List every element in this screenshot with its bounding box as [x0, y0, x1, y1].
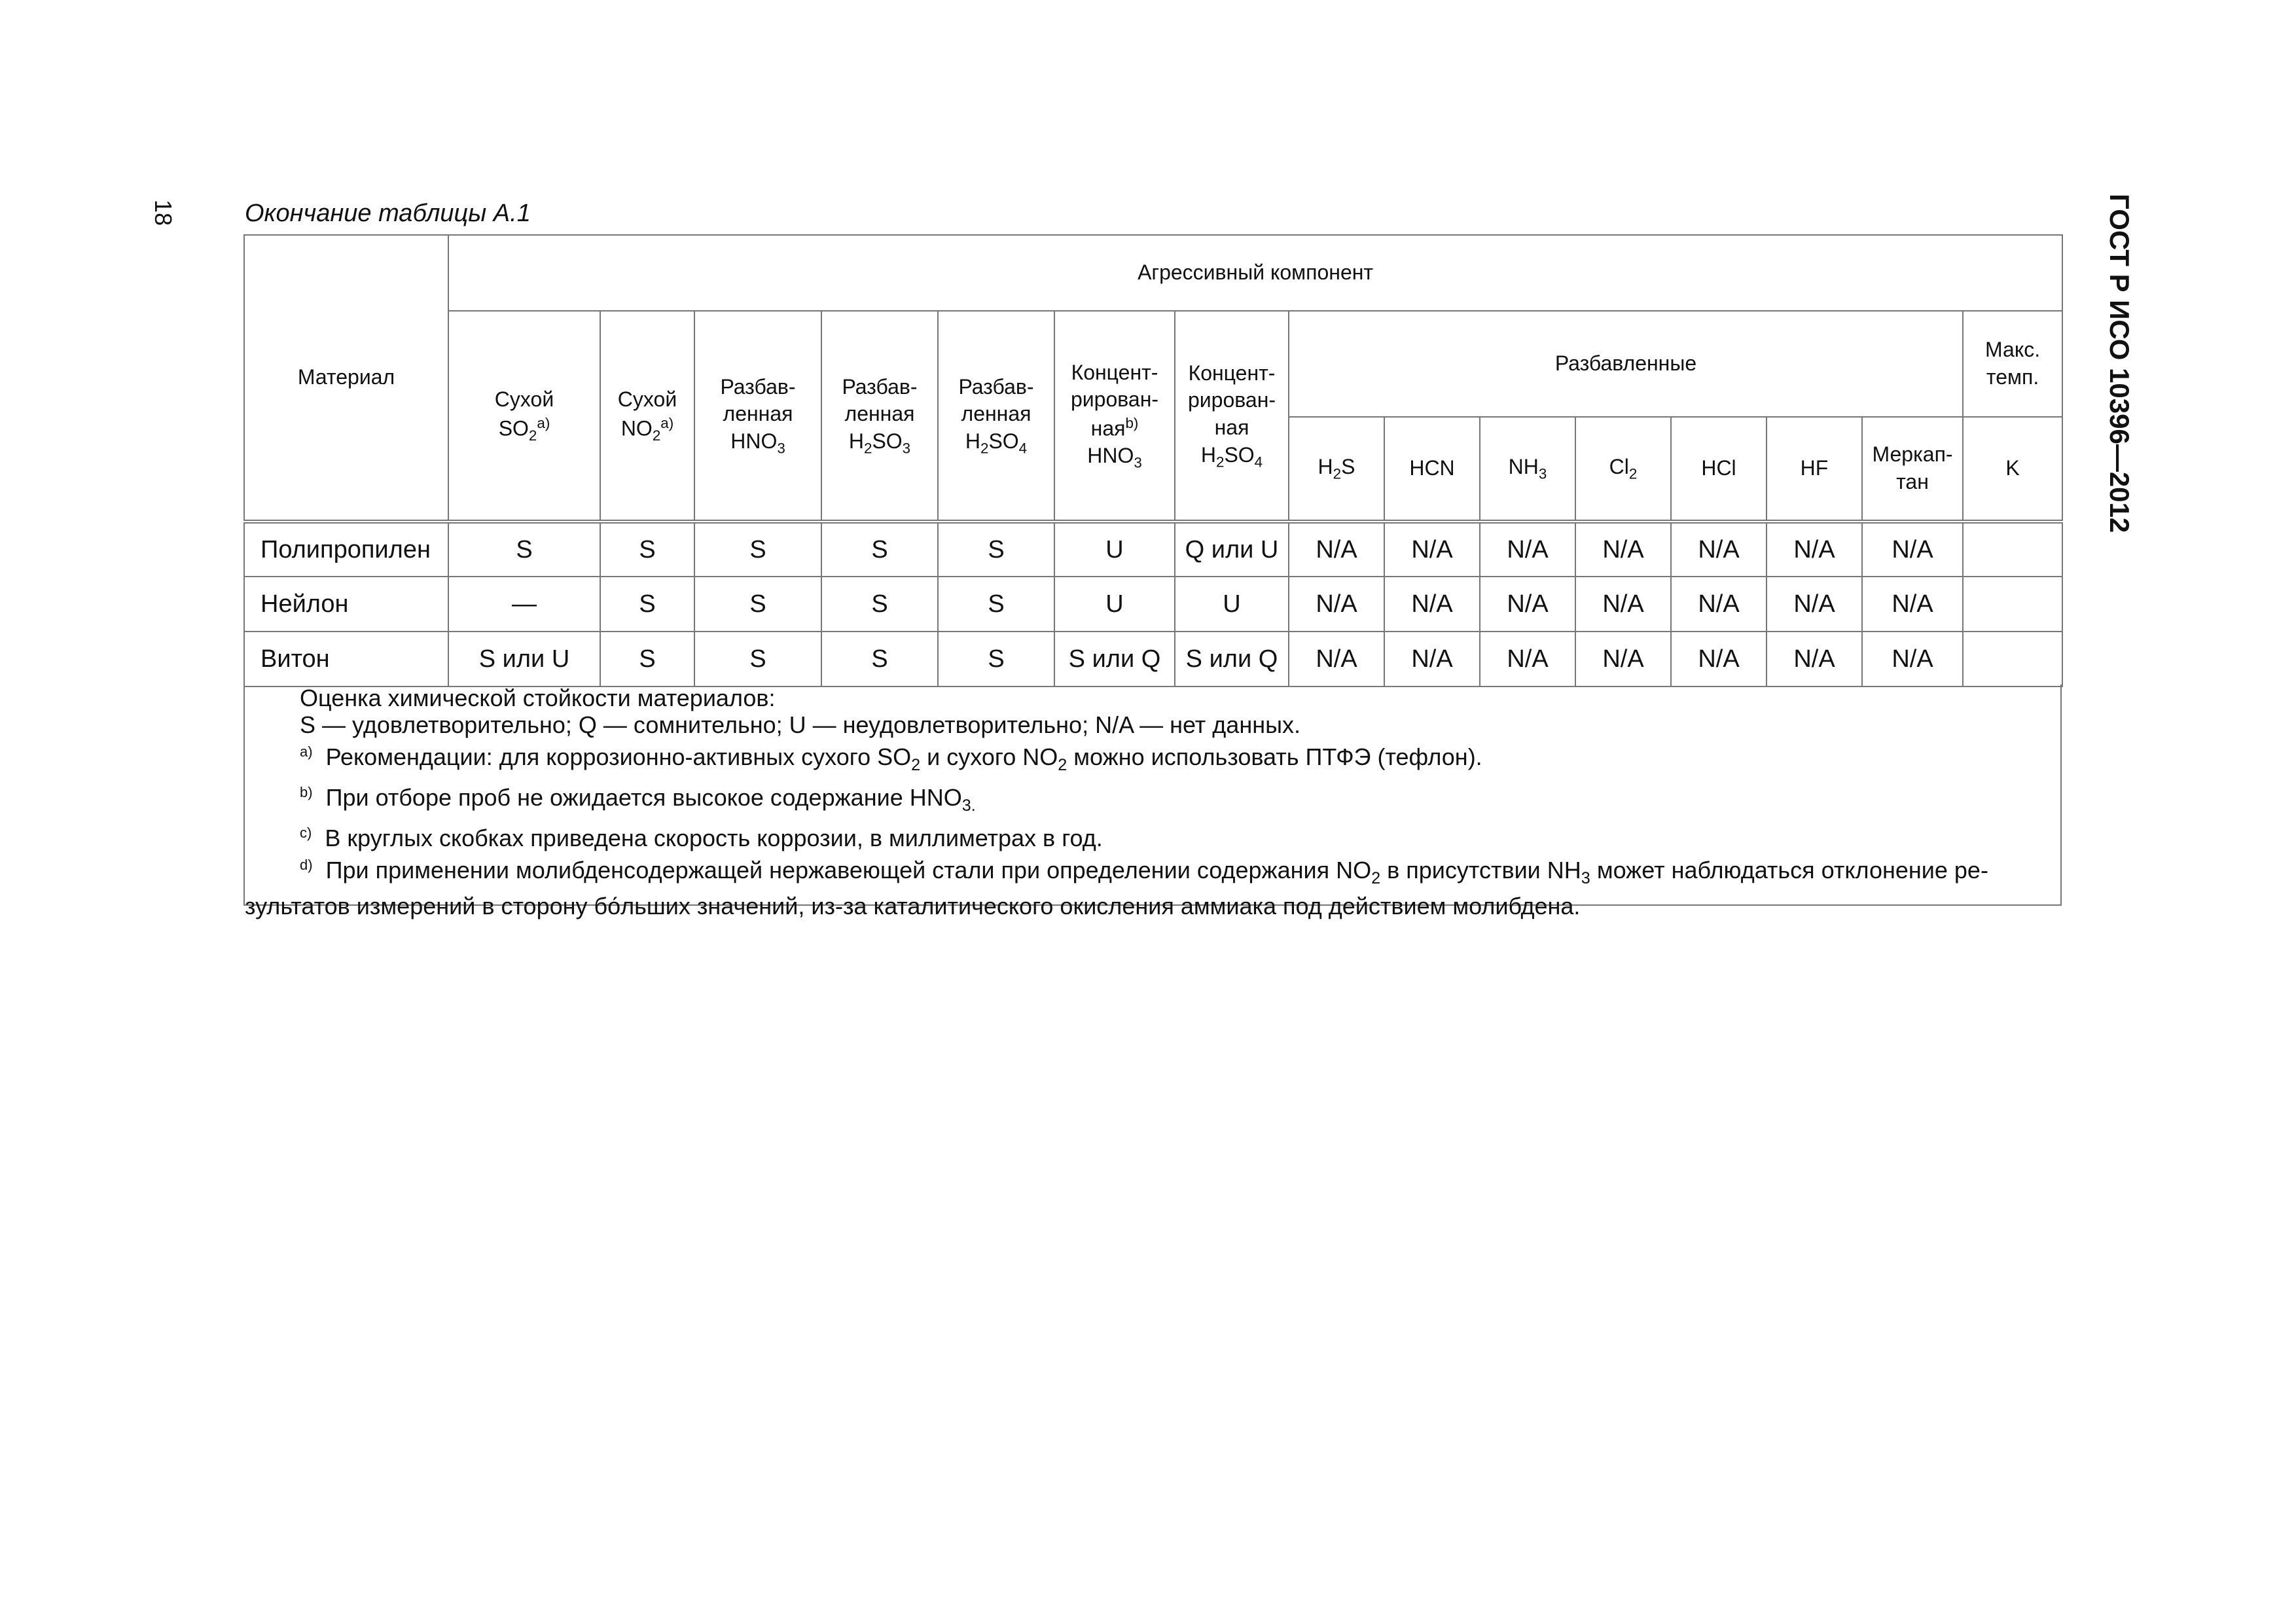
rating-cell: [1963, 577, 2062, 632]
header-nh3: $NH_3$: [1480, 417, 1575, 522]
rating-cell: S или U: [448, 632, 600, 687]
rating-cell: Q или U: [1175, 522, 1289, 577]
rating-cell: [1963, 632, 2062, 687]
table-caption: Окончание таблицы А.1: [245, 200, 531, 227]
material-cell: Полипропилен: [244, 522, 448, 577]
rating-cell: N/A: [1671, 577, 1767, 632]
rating-cell: S: [821, 577, 938, 632]
table-row: [244, 522, 2062, 577]
header-max-temp-unit: K: [1963, 417, 2062, 522]
header-cl2: $Cl_2$: [1575, 417, 1671, 522]
notes-legend: S — удовлетворительно; Q — сомнительно; U — неудовлетворительно; N/A — нет данных.: [300, 711, 1300, 738]
rating-cell: N/A: [1671, 522, 1767, 577]
rating-cell: N/A: [1384, 632, 1480, 687]
header-hf: HF: [1767, 417, 1862, 522]
header-h2s: $H_2S$: [1289, 417, 1384, 522]
table-row: [244, 577, 2062, 632]
rating-cell: N/A: [1671, 632, 1767, 687]
header-max-temp: Макс. темп.: [1963, 311, 2062, 417]
rating-cell: S или Q: [1054, 632, 1175, 687]
table-notes: [243, 685, 2062, 919]
rating-cell: S: [600, 522, 694, 577]
table-row: [244, 632, 2062, 687]
rating-cell: N/A: [1289, 632, 1384, 687]
page-number: 18: [150, 200, 177, 226]
header-diluted-group: Разбавленные: [1289, 311, 1963, 417]
rating-cell: U: [1054, 522, 1175, 577]
material-cell: Нейлон: [244, 577, 448, 632]
footnote-c: $^{c)}$ В круглых скобках приведена скорость коррозии, в миллиметрах в год.: [300, 825, 1103, 852]
footnote-b: $^{b)}$ При отборе проб не ожидается высокое содержание $HNO_{3.}$: [300, 784, 976, 815]
rating-cell: N/A: [1767, 632, 1862, 687]
rating-cell: N/A: [1862, 577, 1963, 632]
header-hcn: HCN: [1384, 417, 1480, 522]
rating-cell: [1963, 522, 2062, 577]
rating-cell: N/A: [1575, 522, 1671, 577]
rating-cell: N/A: [1384, 577, 1480, 632]
header-conc-h2so4: Концент- рирован- ная $H_2SO_4$: [1175, 311, 1289, 522]
rating-cell: N/A: [1862, 632, 1963, 687]
rating-cell: S или Q: [1175, 632, 1289, 687]
rating-cell: S: [821, 632, 938, 687]
rating-cell: S: [938, 632, 1054, 687]
standard-code: ГОСТ Р ИСО 10396—2012: [2104, 194, 2135, 533]
rating-cell: S: [821, 522, 938, 577]
rating-cell: S: [694, 632, 821, 687]
header-dilute-h2so4: Разбав- ленная $H_2SO_4$: [938, 311, 1054, 522]
rating-cell: N/A: [1384, 522, 1480, 577]
rating-cell: S: [600, 577, 694, 632]
rating-cell: —: [448, 577, 600, 632]
rating-cell: N/A: [1575, 632, 1671, 687]
rating-cell: N/A: [1480, 522, 1575, 577]
rating-cell: S: [694, 522, 821, 577]
header-dilute-h2so3: Разбав- ленная $H_2SO_3$: [821, 311, 938, 522]
header-dry-no2: Сухой $NO_2^{a)}$: [600, 311, 694, 522]
rating-cell: S: [600, 632, 694, 687]
rating-cell: S: [694, 577, 821, 632]
resistance-table: [243, 234, 2063, 687]
rating-cell: N/A: [1480, 632, 1575, 687]
header-dry-so2: Сухой $SO_2^{a)}$: [448, 311, 600, 522]
rating-cell: S: [448, 522, 600, 577]
header-conc-hno3: Концент- рирован- ная$^{b)}$ $HNO_3$: [1054, 311, 1175, 522]
rating-cell: S: [938, 577, 1054, 632]
footnote-a: $^{a)}$ Рекомендации: для коррозионно-активных сухого $SO_2$ и сухого $NO_2$ можно использовать ПТФЭ (тефлон).: [300, 743, 1482, 775]
header-aggressive-component: Агрессивный компонент: [448, 235, 2062, 311]
header-hcl: HCl: [1671, 417, 1767, 522]
notes-heading: Оценка химической стойкости материалов:: [300, 685, 776, 711]
rating-cell: N/A: [1289, 522, 1384, 577]
header-dilute-hno3: Разбав- ленная $HNO_3$: [694, 311, 821, 522]
rating-cell: U: [1175, 577, 1289, 632]
header-material: Материал: [244, 235, 448, 522]
footnote-d: $^{d)}$ При применении молибденсодержащей нержавеющей стали при определении содержания $NO_2$ в присутствии $NH_3$ может наблюдаться отклонение ре-зультатов измерений в сторону бо́льших значений, из-за каталитического окисления аммиака под действием молибдена.: [245, 857, 1988, 919]
rating-cell: S: [938, 522, 1054, 577]
rating-cell: N/A: [1480, 577, 1575, 632]
header-mercaptan: Меркап- тан: [1862, 417, 1963, 522]
rating-cell: N/A: [1767, 577, 1862, 632]
rating-cell: N/A: [1767, 522, 1862, 577]
rating-cell: N/A: [1575, 577, 1671, 632]
rating-cell: N/A: [1289, 577, 1384, 632]
material-cell: Витон: [244, 632, 448, 687]
rating-cell: U: [1054, 577, 1175, 632]
rating-cell: N/A: [1862, 522, 1963, 577]
